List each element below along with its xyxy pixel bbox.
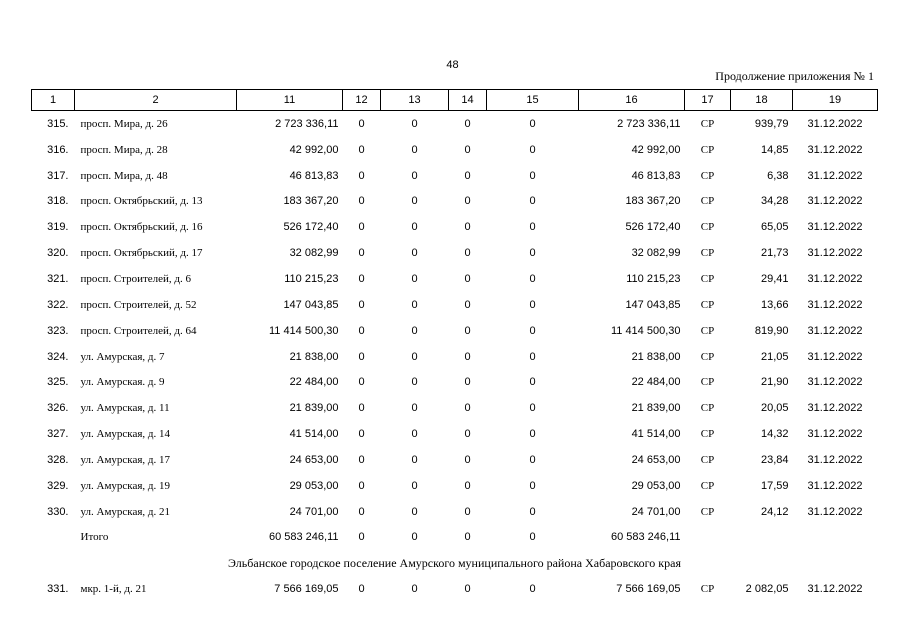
cell-c16: 21 838,00 [631, 350, 681, 363]
cell-c11: 147 043,85 [283, 298, 339, 311]
cell-c19: 31.12.2022 [807, 195, 863, 208]
cell-c12: 0 [358, 247, 365, 260]
cell-c12: 0 [358, 428, 365, 441]
total-empty [32, 525, 75, 551]
total-empty [685, 525, 731, 551]
cell-c11: 7 566 169,05 [274, 583, 339, 596]
row-number: 322. [47, 298, 69, 311]
cell-c13: 0 [411, 453, 418, 466]
cell-c13: 0 [411, 583, 418, 596]
col-header: 1 [32, 90, 75, 111]
cell-c14: 0 [464, 247, 471, 260]
continuation-label: Продолжение приложения № 1 [715, 69, 874, 83]
table-row [32, 318, 878, 344]
cell-c15: 0 [529, 453, 536, 466]
row-number: 315. [47, 117, 69, 130]
cell-c14: 0 [464, 117, 471, 130]
cell-c18: 21,90 [760, 376, 789, 389]
address-cell: просп. Строителей, д. 6 [80, 272, 191, 285]
page-number: 48 [446, 59, 459, 71]
cell-c18: 939,79 [754, 117, 789, 130]
cell-c16: 110 215,23 [626, 272, 681, 285]
cell-c11: 41 514,00 [289, 428, 339, 441]
address-cell: просп. Строителей, д. 64 [80, 324, 197, 337]
cell-c18: 21,05 [760, 350, 789, 363]
row-number: 318. [47, 195, 69, 208]
cell-c16: 32 082,99 [631, 247, 681, 260]
table-row [32, 576, 878, 602]
cell-c13: 0 [411, 169, 418, 182]
col-header: 13 [381, 90, 449, 111]
cell-c11: 21 838,00 [289, 350, 339, 363]
cell-c13: 0 [411, 376, 418, 389]
row-number: 319. [47, 221, 69, 234]
cell-c17: СР [700, 350, 715, 363]
table-row [32, 369, 878, 395]
total-c14: 0 [464, 531, 471, 544]
cell-c15: 0 [529, 117, 536, 130]
cell-c17: СР [700, 505, 715, 518]
row-number: 328. [47, 453, 69, 466]
cell-c16: 183 367,20 [625, 195, 681, 208]
table-row [32, 344, 878, 370]
cell-c11: 22 484,00 [289, 376, 339, 389]
table-row [32, 499, 878, 525]
cell-c11: 21 839,00 [289, 402, 339, 415]
address-cell: ул. Амурская, д. 11 [80, 402, 170, 415]
row-number: 324. [47, 350, 69, 363]
cell-c15: 0 [529, 221, 536, 234]
total-c13: 0 [411, 531, 418, 544]
table-row [32, 447, 878, 473]
cell-c17: СР [700, 169, 715, 182]
address-cell: просп. Мира, д. 26 [80, 117, 168, 130]
cell-c12: 0 [358, 117, 365, 130]
cell-c18: 14,32 [760, 428, 789, 441]
cell-c14: 0 [464, 169, 471, 182]
cell-c13: 0 [411, 324, 418, 337]
row-number: 331. [47, 583, 69, 596]
col-header: 16 [579, 90, 685, 111]
cell-c15: 0 [529, 169, 536, 182]
cell-c11: 46 813,83 [289, 169, 339, 182]
row-number: 327. [47, 428, 69, 441]
cell-c18: 23,84 [760, 453, 789, 466]
total-label: Итого [80, 531, 109, 544]
cell-c16: 29 053,00 [631, 479, 681, 492]
table-row [32, 214, 878, 240]
cell-c11: 2 723 336,11 [275, 117, 339, 130]
cell-c14: 0 [464, 324, 471, 337]
address-cell: ул. Амурская, д. 14 [80, 428, 171, 441]
col-header: 15 [487, 90, 579, 111]
row-number: 330. [47, 505, 69, 518]
table-row [32, 163, 878, 189]
cell-c12: 0 [358, 583, 365, 596]
cell-c11: 11 414 500,30 [268, 324, 339, 337]
cell-c13: 0 [411, 143, 418, 156]
cell-c19: 31.12.2022 [807, 221, 863, 234]
cell-c15: 0 [529, 298, 536, 311]
address-cell: просп. Строителей, д. 52 [80, 298, 197, 311]
cell-c14: 0 [464, 221, 471, 234]
cell-c13: 0 [411, 117, 418, 130]
cell-c17: СР [700, 195, 715, 208]
cell-c16: 7 566 169,05 [616, 583, 681, 596]
cell-c17: СР [700, 402, 715, 415]
cell-c11: 183 367,20 [283, 195, 339, 208]
address-cell: просп. Мира, д. 28 [80, 143, 168, 156]
cell-c17: СР [700, 117, 715, 130]
address-cell: ул. Амурская, д. 17 [80, 453, 171, 466]
cell-c12: 0 [358, 169, 365, 182]
cell-c12: 0 [358, 479, 365, 492]
cell-c17: СР [700, 143, 715, 156]
cell-c18: 819,90 [754, 324, 789, 337]
total-c12: 0 [358, 531, 365, 544]
cell-c15: 0 [529, 195, 536, 208]
total-c15: 0 [529, 531, 536, 544]
cell-c14: 0 [464, 195, 471, 208]
col-header: 19 [793, 90, 878, 111]
cell-c13: 0 [411, 247, 418, 260]
total-row [32, 525, 878, 551]
cell-c18: 34,28 [760, 195, 789, 208]
cell-c18: 20,05 [760, 402, 789, 415]
cell-c19: 31.12.2022 [807, 117, 863, 130]
cell-c11: 24 653,00 [289, 453, 339, 466]
cell-c14: 0 [464, 479, 471, 492]
cell-c14: 0 [464, 428, 471, 441]
cell-c16: 24 653,00 [631, 453, 681, 466]
cell-c12: 0 [358, 453, 365, 466]
cell-c13: 0 [411, 428, 418, 441]
col-header: 11 [237, 90, 343, 111]
section-title: Эльбанское городское поселение Амурского муниципального района Хабаровского края [228, 555, 681, 570]
cell-c19: 31.12.2022 [807, 350, 863, 363]
row-number: 323. [47, 324, 69, 337]
cell-c13: 0 [411, 350, 418, 363]
cell-c11: 110 215,23 [284, 272, 339, 285]
cell-c19: 31.12.2022 [807, 247, 863, 260]
address-cell: ул. Амурская, д. 7 [80, 350, 165, 363]
cell-c14: 0 [464, 272, 471, 285]
address-cell: ул. Амурская, д. 21 [80, 505, 171, 518]
cell-c13: 0 [411, 479, 418, 492]
cell-c16: 46 813,83 [631, 169, 681, 182]
address-cell: ул. Амурская. д. 9 [80, 376, 165, 389]
cell-c14: 0 [464, 376, 471, 389]
table-row [32, 395, 878, 421]
cell-c13: 0 [411, 402, 418, 415]
cell-c15: 0 [529, 428, 536, 441]
cell-c12: 0 [358, 505, 365, 518]
cell-c15: 0 [529, 583, 536, 596]
cell-c19: 31.12.2022 [807, 143, 863, 156]
cell-c18: 13,66 [760, 298, 789, 311]
row-number: 329. [47, 479, 69, 492]
cell-c12: 0 [358, 143, 365, 156]
cell-c17: СР [700, 324, 715, 337]
cell-c14: 0 [464, 298, 471, 311]
cell-c18: 6,38 [767, 169, 789, 182]
col-header: 12 [343, 90, 381, 111]
cell-c13: 0 [411, 195, 418, 208]
cell-c12: 0 [358, 298, 365, 311]
table-row [32, 240, 878, 266]
col-header: 18 [731, 90, 793, 111]
cell-c16: 41 514,00 [631, 428, 681, 441]
cell-c14: 0 [464, 402, 471, 415]
cell-c12: 0 [358, 350, 365, 363]
cell-c17: СР [700, 376, 715, 389]
cell-c17: СР [700, 247, 715, 260]
address-cell: мкр. 1-й, д. 21 [80, 583, 147, 596]
cell-c11: 32 082,99 [289, 247, 339, 260]
cell-c14: 0 [464, 583, 471, 596]
section-row [32, 550, 878, 576]
cell-c19: 31.12.2022 [807, 272, 863, 285]
row-number: 321. [47, 272, 69, 285]
row-number: 316. [47, 143, 69, 156]
total-empty [793, 525, 878, 551]
col-header: 2 [75, 90, 237, 111]
cell-c15: 0 [529, 402, 536, 415]
cell-c12: 0 [358, 324, 365, 337]
cell-c19: 31.12.2022 [807, 376, 863, 389]
total-c16: 60 583 246,11 [610, 531, 681, 544]
cell-c12: 0 [358, 272, 365, 285]
cell-c16: 526 172,40 [625, 221, 681, 234]
cell-c16: 11 414 500,30 [610, 324, 681, 337]
cell-c14: 0 [464, 453, 471, 466]
row-number: 320. [47, 247, 69, 260]
total-empty [731, 525, 793, 551]
cell-c17: СР [700, 221, 715, 234]
cell-c17: СР [700, 583, 715, 596]
cell-c17: СР [700, 298, 715, 311]
cell-c18: 24,12 [760, 505, 789, 518]
cell-c18: 21,73 [760, 247, 789, 260]
cell-c14: 0 [464, 505, 471, 518]
row-number: 325. [47, 376, 69, 389]
cell-c13: 0 [411, 505, 418, 518]
cell-c13: 0 [411, 221, 418, 234]
table-row [32, 421, 878, 447]
table-row [32, 189, 878, 215]
cell-c16: 2 723 336,11 [617, 117, 681, 130]
cell-c16: 42 992,00 [631, 143, 681, 156]
cell-c18: 14,85 [760, 143, 789, 156]
cell-c11: 526 172,40 [283, 221, 339, 234]
cell-c15: 0 [529, 143, 536, 156]
data-table [31, 89, 878, 602]
cell-c19: 31.12.2022 [807, 428, 863, 441]
cell-c19: 31.12.2022 [807, 453, 863, 466]
cell-c19: 31.12.2022 [807, 298, 863, 311]
cell-c18: 17,59 [760, 479, 789, 492]
address-cell: просп. Октябрьский, д. 17 [80, 247, 203, 260]
cell-c14: 0 [464, 143, 471, 156]
cell-c15: 0 [529, 505, 536, 518]
table-row [32, 111, 878, 137]
table-row [32, 137, 878, 163]
table-row [32, 473, 878, 499]
cell-c13: 0 [411, 272, 418, 285]
cell-c17: СР [700, 479, 715, 492]
cell-c14: 0 [464, 350, 471, 363]
cell-c16: 21 839,00 [631, 402, 681, 415]
cell-c19: 31.12.2022 [807, 324, 863, 337]
cell-c15: 0 [529, 479, 536, 492]
cell-c11: 29 053,00 [289, 479, 339, 492]
table-row [32, 292, 878, 318]
cell-c12: 0 [358, 195, 365, 208]
cell-c15: 0 [529, 376, 536, 389]
cell-c12: 0 [358, 376, 365, 389]
cell-c15: 0 [529, 350, 536, 363]
cell-c13: 0 [411, 298, 418, 311]
cell-c18: 2 082,05 [745, 583, 789, 596]
col-header: 14 [449, 90, 487, 111]
cell-c19: 31.12.2022 [807, 402, 863, 415]
row-number: 317. [47, 169, 69, 182]
cell-c17: СР [700, 453, 715, 466]
address-cell: просп. Октябрьский, д. 16 [80, 221, 203, 234]
cell-c12: 0 [358, 402, 365, 415]
cell-c16: 147 043,85 [625, 298, 681, 311]
cell-c19: 31.12.2022 [807, 583, 863, 596]
cell-c19: 31.12.2022 [807, 169, 863, 182]
cell-c11: 42 992,00 [289, 143, 339, 156]
row-number: 326. [47, 402, 69, 415]
table-row [32, 266, 878, 292]
address-cell: просп. Октябрьский, д. 13 [80, 195, 203, 208]
cell-c19: 31.12.2022 [807, 505, 863, 518]
header-row [32, 90, 878, 111]
total-c11: 60 583 246,11 [268, 531, 339, 544]
address-cell: ул. Амурская, д. 19 [80, 479, 171, 492]
cell-c12: 0 [358, 221, 365, 234]
cell-c15: 0 [529, 272, 536, 285]
cell-c16: 22 484,00 [631, 376, 681, 389]
cell-c11: 24 701,00 [289, 505, 339, 518]
cell-c17: СР [700, 272, 715, 285]
cell-c18: 29,41 [760, 272, 789, 285]
cell-c18: 65,05 [760, 221, 789, 234]
address-cell: просп. Мира, д. 48 [80, 169, 168, 182]
cell-c15: 0 [529, 324, 536, 337]
cell-c17: СР [700, 428, 715, 441]
cell-c15: 0 [529, 247, 536, 260]
cell-c16: 24 701,00 [631, 505, 681, 518]
cell-c19: 31.12.2022 [807, 479, 863, 492]
col-header: 17 [685, 90, 731, 111]
